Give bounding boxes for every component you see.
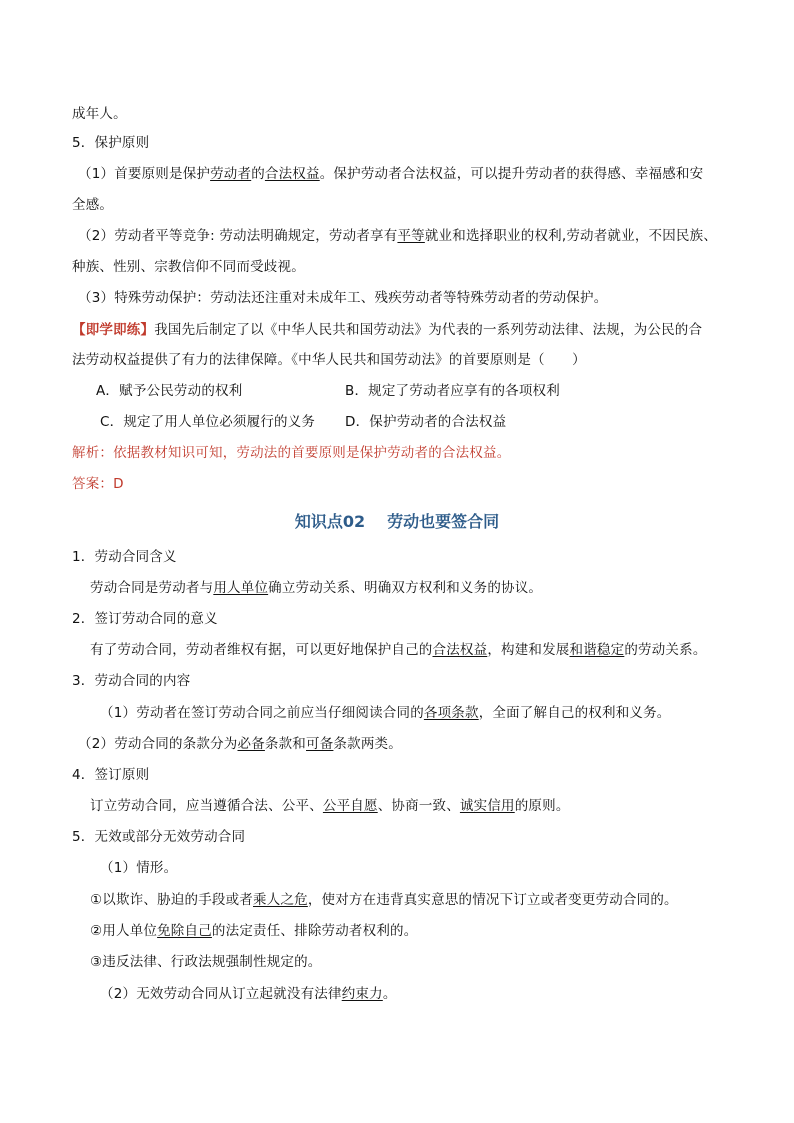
option-d: D．保护劳动者的合法权益 [345,414,507,430]
text-line: （2）劳动合同的条款分为必备条款和可备条款两类。 [78,736,402,752]
exercise-tag: 【即学即练】 [72,322,155,338]
text-line: （2）劳动者平等竞争: 劳动法明确规定，劳动者享有平等就业和选择职业的权利,劳动者就业，不因民族、 [78,228,718,244]
answer-text: 答案：D [72,476,124,492]
text-line: （1）首要原则是保护劳动者的合法权益。保护劳动者合法权益，可以提升劳动者的获得感、幸福感和安 [78,166,704,182]
text-line: （2）无效劳动合同从订立起就没有法律约束力。 [100,986,397,1002]
text-line: ②用人单位免除自己的法定责任、排除劳动者权利的。 [90,923,418,939]
option-row [0,379,794,403]
exercise-question: 法劳动权益提供了有力的法律保障。《中华人民共和国劳动法》的首要原则是（ ） [72,352,586,368]
text-line: 有了劳动合同，劳动者维权有据，可以更好地保护自己的合法权益，构建和发展和谐稳定的劳动关系。 [90,642,707,658]
option-c: C．规定了用人单位必须履行的义务 [100,414,316,430]
option-a: A．赋予公民劳动的权利 [96,383,243,399]
section-title: 1．劳动合同含义 [72,549,177,565]
section-title: 5．保护原则 [72,135,150,151]
text-line: ③违反法律、行政法规强制性规定的。 [90,954,322,970]
text-line: （1）劳动者在签订劳动合同之前应当仔细阅读合同的各项条款，全面了解自己的权利和义务。 [100,705,671,721]
text-line: （1）情形。 [100,860,178,876]
option-row [0,410,794,434]
analysis-text: 解析：依据教材知识可知，劳动法的首要原则是保护劳动者的合法权益。 [72,445,511,461]
section-title: 4．签订原则 [72,767,150,783]
text-line: 订立劳动合同，应当遵循合法、公平、公平自愿、协商一致、诚实信用的原则。 [90,798,570,814]
section-title: 2．签订劳动合同的意义 [72,611,218,627]
text-line: （3）特殊劳动保护：劳动法还注重对未成年工、残疾劳动者等特殊劳动者的劳动保护。 [78,290,608,306]
text-line: 成年人。 [72,106,127,122]
knowledge-point-heading: 知识点02 劳动也要签合同 [294,512,500,531]
section-title: 3．劳动合同的内容 [72,673,191,689]
section-title: 5．无效或部分无效劳动合同 [72,829,246,845]
text-line: 种族、性别、宗教信仰不同而受歧视。 [72,259,305,275]
option-b: B．规定了劳动者应享有的各项权利 [345,383,560,399]
exercise-question: 【即学即练】我国先后制定了以《中华人民共和国劳动法》为代表的一系列劳动法律、法规，为公民的合 [72,322,703,338]
text-line: 全感。 [72,197,114,213]
text-line: ①以欺诈、胁迫的手段或者乘人之危，使对方在违背真实意思的情况下订立或者变更劳动合同的。 [90,892,678,908]
text-line: 劳动合同是劳动者与用人单位确立劳动关系、明确双方权利和义务的协议。 [90,580,543,596]
